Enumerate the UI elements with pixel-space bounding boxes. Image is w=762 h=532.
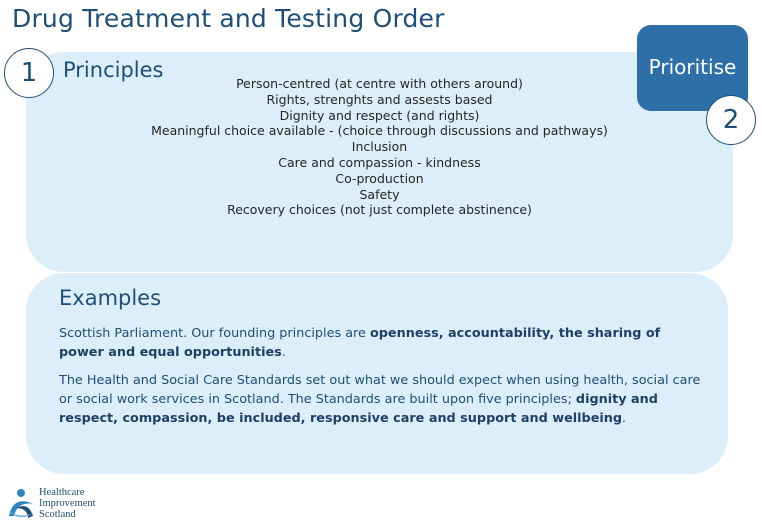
logo-line: Healthcare <box>39 487 85 498</box>
his-logo-icon <box>6 488 36 520</box>
example-paragraph-standards <box>59 371 709 428</box>
example-text: Scottish Parliament. Our founding principles are <box>59 326 370 341</box>
step-1-badge: 1 <box>4 48 54 98</box>
step-2-badge: 2 <box>706 95 756 145</box>
example-paragraph-parliament <box>59 324 709 362</box>
prioritise-label: Prioritise <box>648 55 737 79</box>
principle-item: Rights, strenghts and assests based <box>266 91 493 107</box>
principle-item: Recovery choices (not just complete abstinence) <box>227 202 532 218</box>
logo-line: Improvement <box>39 498 96 509</box>
principle-item: Co-production <box>335 170 424 186</box>
page-title: Drug Treatment and Testing Order <box>12 4 445 33</box>
principle-item: Person-centred (at centre with others around) <box>236 76 523 91</box>
principle-item: Safety <box>359 186 400 202</box>
example-bold-text: openness, accountability, the sharing of power and equal opportunities <box>59 326 661 360</box>
logo-line: Scotland <box>39 509 76 520</box>
principle-item: Care and compassion - kindness <box>278 154 481 170</box>
principles-heading: Principles <box>63 58 164 82</box>
principle-item: Meaningful choice available - (choice through discussions and pathways) <box>151 123 608 139</box>
examples-heading: Examples <box>59 286 162 310</box>
example-end: . <box>281 345 286 360</box>
principles-list <box>26 76 733 218</box>
example-bold-text: dignity and respect, compassion, be included, responsive care and support and wellbeing <box>59 392 658 426</box>
healthcare-improvement-scotland-logo <box>6 487 96 520</box>
example-end: . <box>622 411 627 426</box>
principle-item: Inclusion <box>351 139 408 155</box>
example-text: The Health and Social Care Standards set out what we should expect when using health, social care or social work services in Scotland. The Standards are built upon five principles; <box>59 373 701 407</box>
principle-item: Dignity and respect (and rights) <box>279 107 480 123</box>
